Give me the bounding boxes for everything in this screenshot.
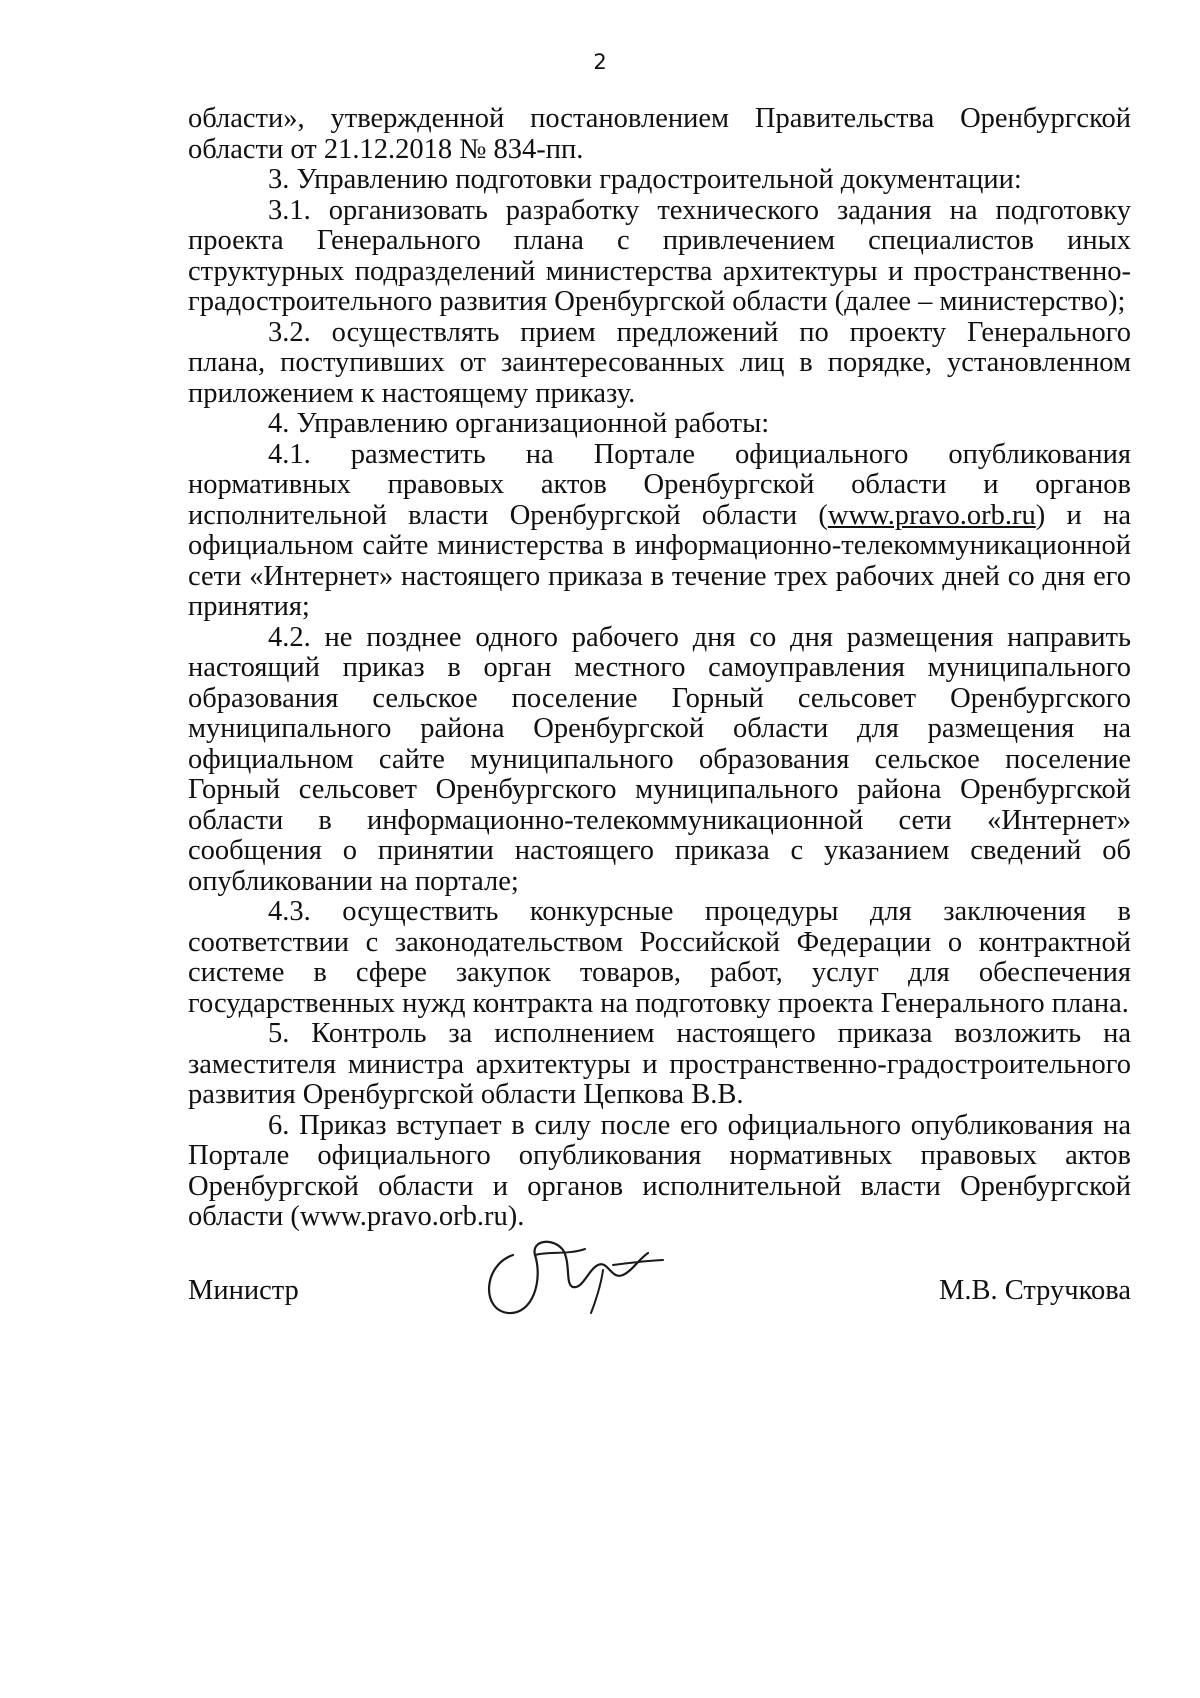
handwritten-signature [473, 1225, 673, 1325]
signature-block [188, 1235, 1131, 1355]
page-number: 2 [593, 50, 607, 74]
paragraph: 3.2. осуществлять прием предложений по проекту Генерального плана, поступивших от заинтересованных лиц в порядке, установленном приложением к настоящему приказу. [188, 316, 1131, 409]
signatory-name: М.В. Стручкова [939, 1275, 1131, 1306]
paragraph-text: 4.1. разместить на Портале официального опубликования нормативных правовых актов Оренбургской области и органов исполнительной власти Оренбургской области ( [188, 438, 1131, 531]
paragraph-text: ) и на официальном сайте министерства в информационно-телекоммуникационной сети «Интернет» настоящего приказа в течение трех рабочих дней со дня его принятия; [188, 499, 1131, 622]
paragraph: 4.3. осуществить конкурсные процедуры для заключения в соответствии с законодательством Российской Федерации о контрактной системе в сфере закупок товаров, работ, услуг для обеспечения государственных нужд контракта на подготовку проекта Генерального плана. [188, 896, 1131, 1019]
document-body [188, 104, 1131, 1233]
paragraph: области», утвержденной постановлением Правительства Оренбургской области от 21.12.2018 № 834-пп. [188, 103, 1131, 165]
paragraph: 5. Контроль за исполнением настоящего приказа возложить на заместителя министра архитектуры и пространственно-градостроительного развития Оренбургской области Цепкова В.В. [188, 1018, 1131, 1110]
signatory-title: Министр [188, 1275, 299, 1306]
paragraph: 6. Приказ вступает в силу после его официального опубликования на Портале официального опубликования нормативных правовых актов Оренбургской области и органов исполнительной власти Оренбургской области (www.pravo.orb.ru). [188, 1109, 1131, 1232]
paragraph [188, 440, 1131, 623]
paragraph: 4. Управлению организационной работы: [268, 408, 770, 439]
portal-link[interactable]: www.pravo.orb.ru [827, 499, 1036, 531]
paragraph: 4.2. не позднее одного рабочего дня со дня размещения направить настоящий приказ в орган местного самоуправления муниципального образования сельское поселение Горный сельсовет Оренбургского муниципального района Оренбургской области для размещения на официальном сайте муниципального образования сельское поселение Горный сельсовет Оренбургского муниципального района Оренбургской области в информационно-телекоммуникационной сети «Интернет» сообщения о принятии настоящего приказа с указанием сведений об опубликовании на портале; [188, 621, 1131, 897]
paragraph: 3.1. организовать разработку технического задания на подготовку проекта Генерального плана с привлечением специалистов иных структурных подразделений министерства архитектуры и пространственно-градостроительного развития Оренбургской области (далее – министерство); [188, 194, 1131, 317]
paragraph: 3. Управлению подготовки градостроительной документации: [268, 164, 1022, 195]
